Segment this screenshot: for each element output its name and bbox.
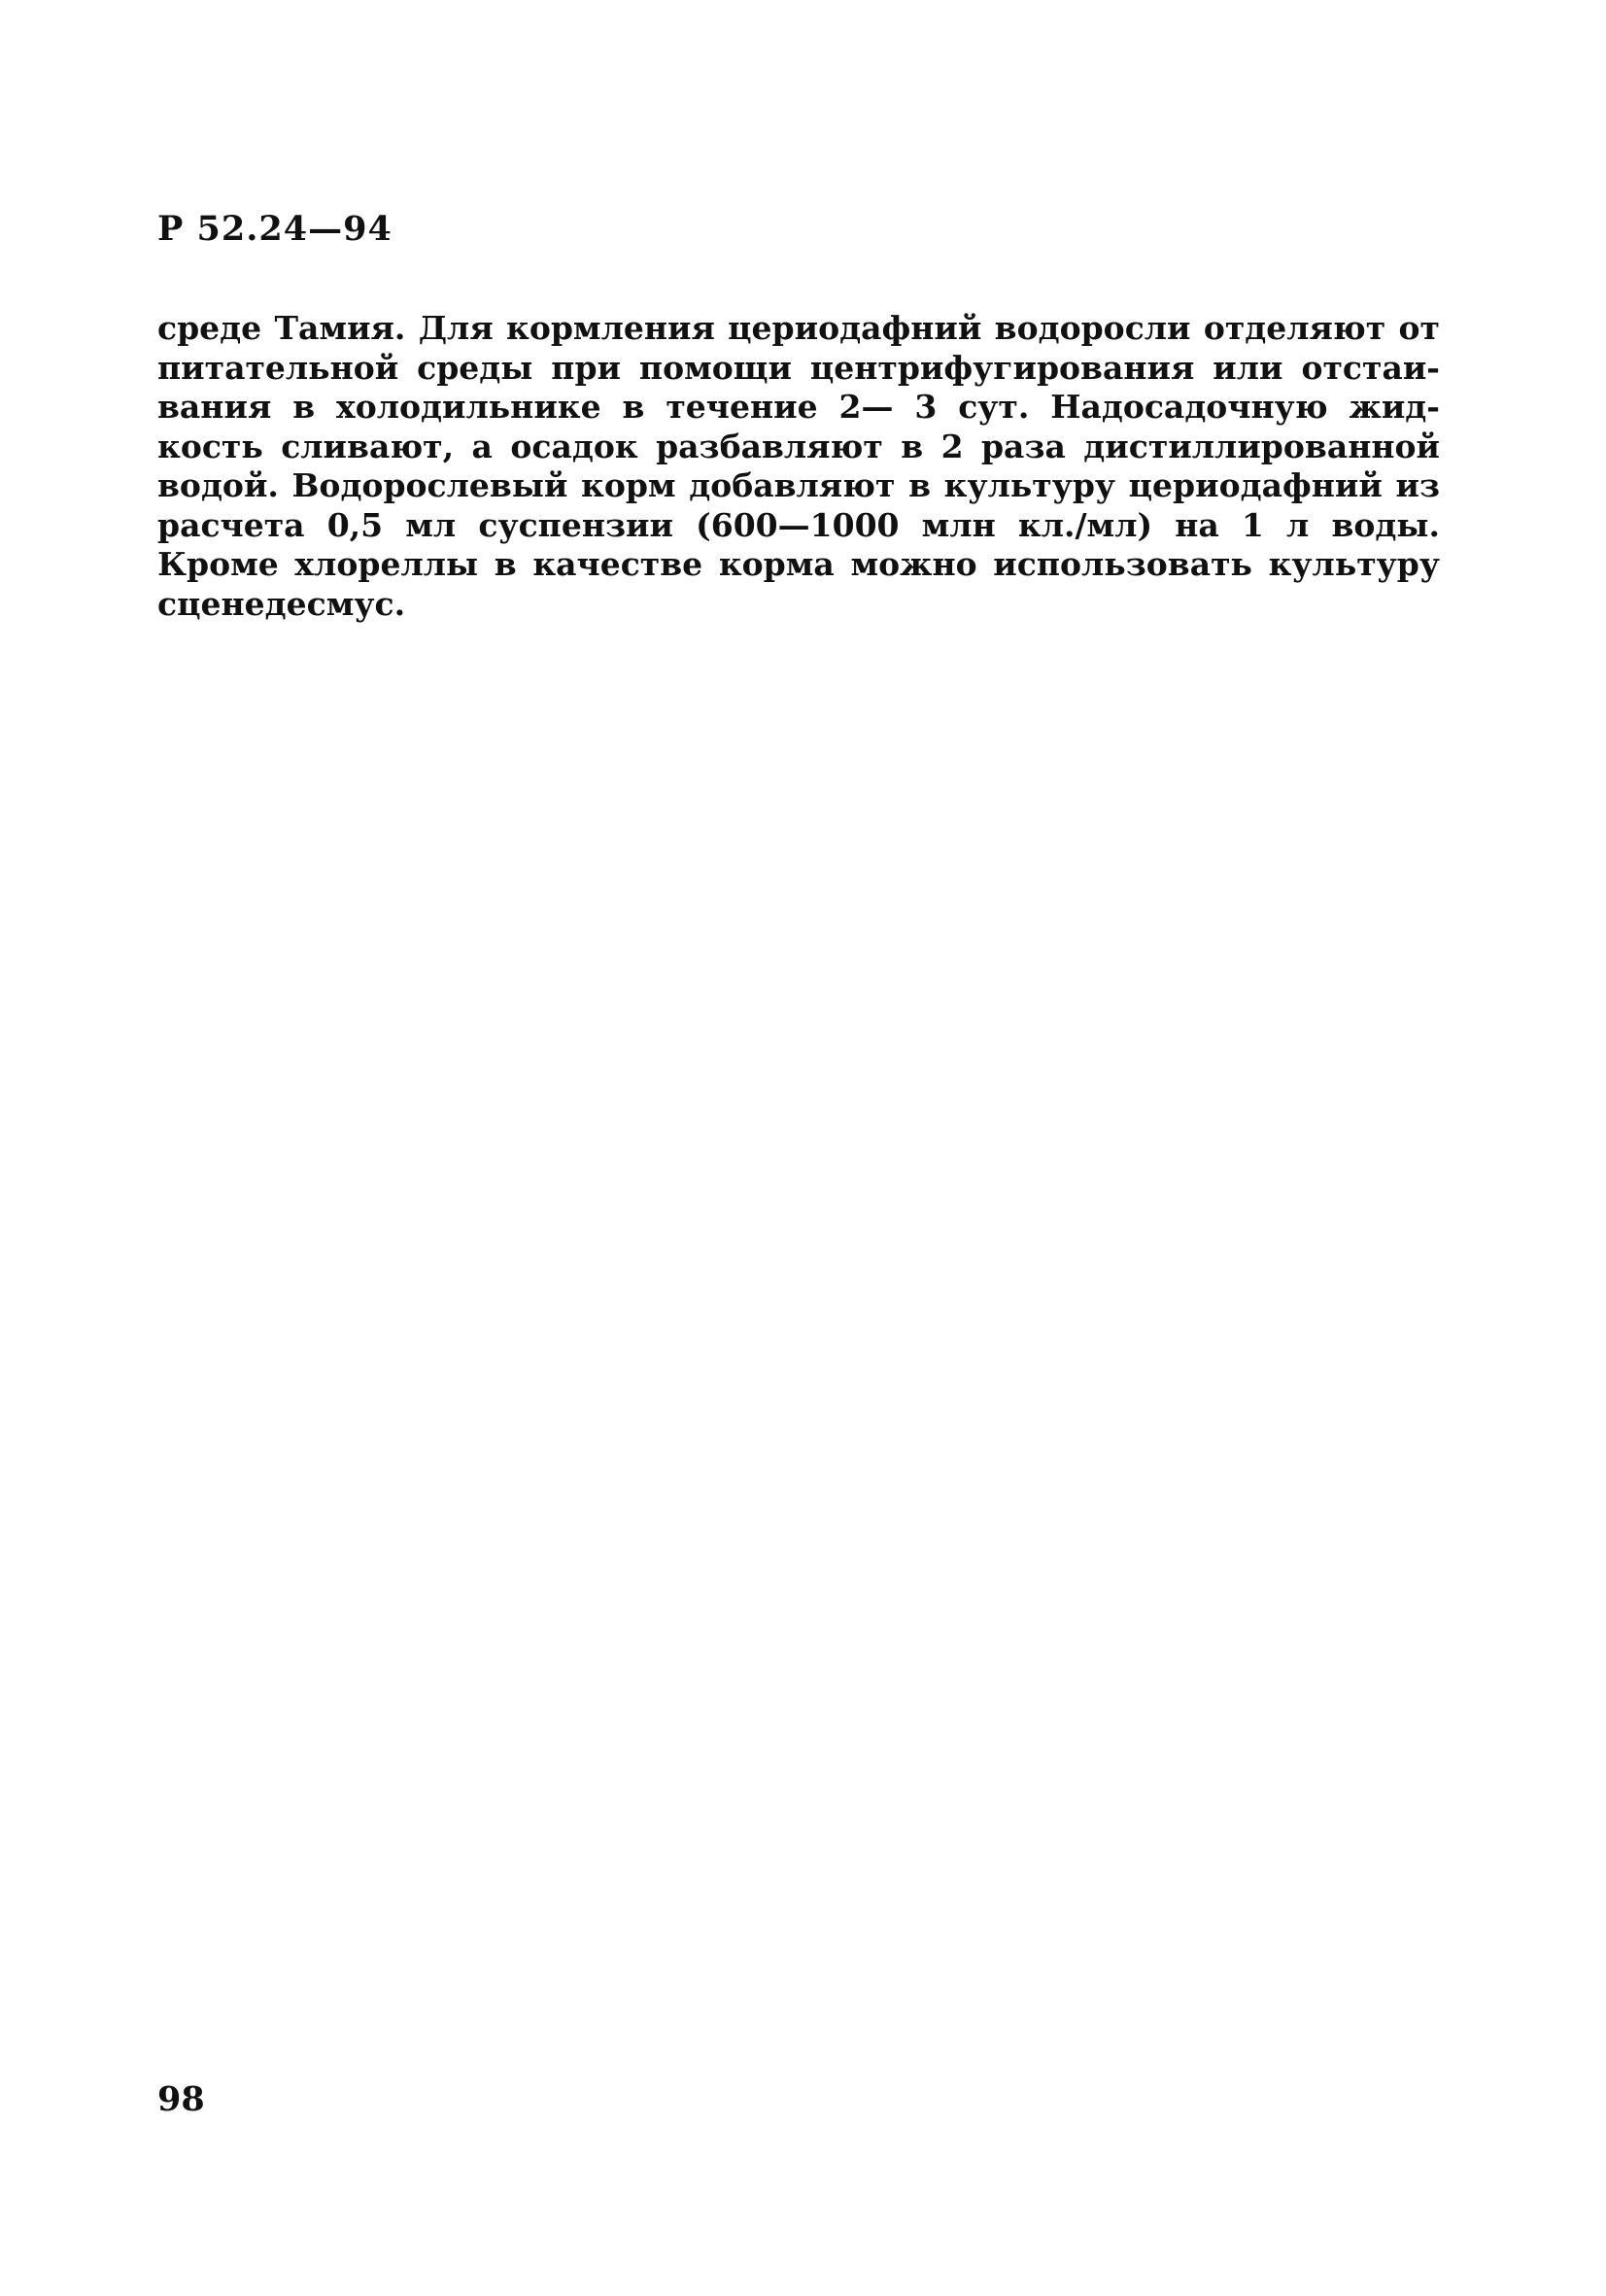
- text-line: вания в холодильнике в течение 2— 3 сут. Надосадочную жид-: [157, 388, 1440, 426]
- text-line: кость сливают, а осадок разбавляют в 2 раза дистиллированной: [157, 427, 1440, 465]
- text-line: водой. Водорослевый корм добавляют в культуру цериодафний из: [157, 466, 1440, 504]
- text-line: расчета 0,5 мл суспензии (600—1000 млн кл./мл) на 1 л воды.: [157, 505, 1440, 544]
- body-paragraph: [157, 309, 1440, 624]
- text-line: Кроме хлореллы в качестве корма можно использовать культуру: [157, 545, 1440, 583]
- text-line: среде Тамия. Для кормления цериодафний водоросли отделяют от: [157, 309, 1440, 347]
- page-number: 98: [157, 2079, 205, 2119]
- text-line: питательной среды при помощи центрифугирования или отстаи-: [157, 348, 1440, 387]
- text-line: сценедесмус.: [157, 584, 406, 623]
- document-code: Р 52.24—94: [157, 209, 393, 249]
